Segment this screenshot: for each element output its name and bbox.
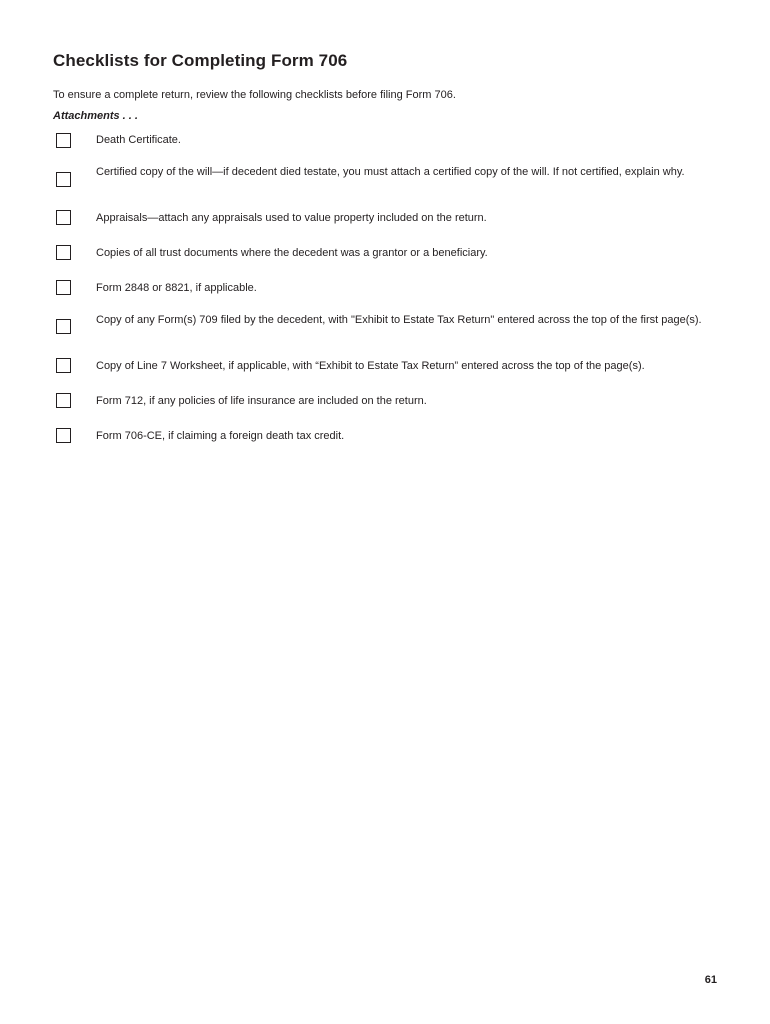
checkbox[interactable]: [56, 393, 71, 408]
section-heading-attachments: Attachments . . .: [53, 110, 138, 122]
checklist-item-label: Form 2848 or 8821, if applicable.: [96, 282, 257, 294]
checklist-item-label: Copy of any Form(s) 709 filed by the decedent, with "Exhibit to Estate Tax Return" entered across the top of the first page(s).: [96, 314, 702, 326]
page-title: Checklists for Completing Form 706: [53, 51, 348, 70]
page-number: 61: [704, 974, 717, 986]
checkbox[interactable]: [56, 428, 71, 443]
checklist-item-label: Copy of Line 7 Worksheet, if applicable, with “Exhibit to Estate Tax Return” entered across the top of the page(s).: [96, 360, 645, 372]
checkbox[interactable]: [56, 133, 71, 148]
checkbox[interactable]: [56, 319, 71, 334]
checkbox[interactable]: [56, 210, 71, 225]
checkbox[interactable]: [56, 245, 71, 260]
checklist-item-label: Certified copy of the will—if decedent died testate, you must attach a certified copy of the will. If not certified, explain why.: [96, 166, 685, 178]
checklist-item-label: Form 712, if any policies of life insurance are included on the return.: [96, 395, 427, 407]
intro-text: To ensure a complete return, review the following checklists before filing Form 706.: [53, 89, 456, 101]
checklist-item-label: Copies of all trust documents where the decedent was a grantor or a beneficiary.: [96, 247, 488, 259]
checkbox[interactable]: [56, 358, 71, 373]
checklist-item-label: Appraisals—attach any appraisals used to value property included on the return.: [96, 212, 487, 224]
checkbox[interactable]: [56, 280, 71, 295]
checklist-item-label: Form 706-CE, if claiming a foreign death tax credit.: [96, 430, 345, 442]
checklist-item-label: Death Certificate.: [96, 134, 181, 146]
checkbox[interactable]: [56, 172, 71, 187]
